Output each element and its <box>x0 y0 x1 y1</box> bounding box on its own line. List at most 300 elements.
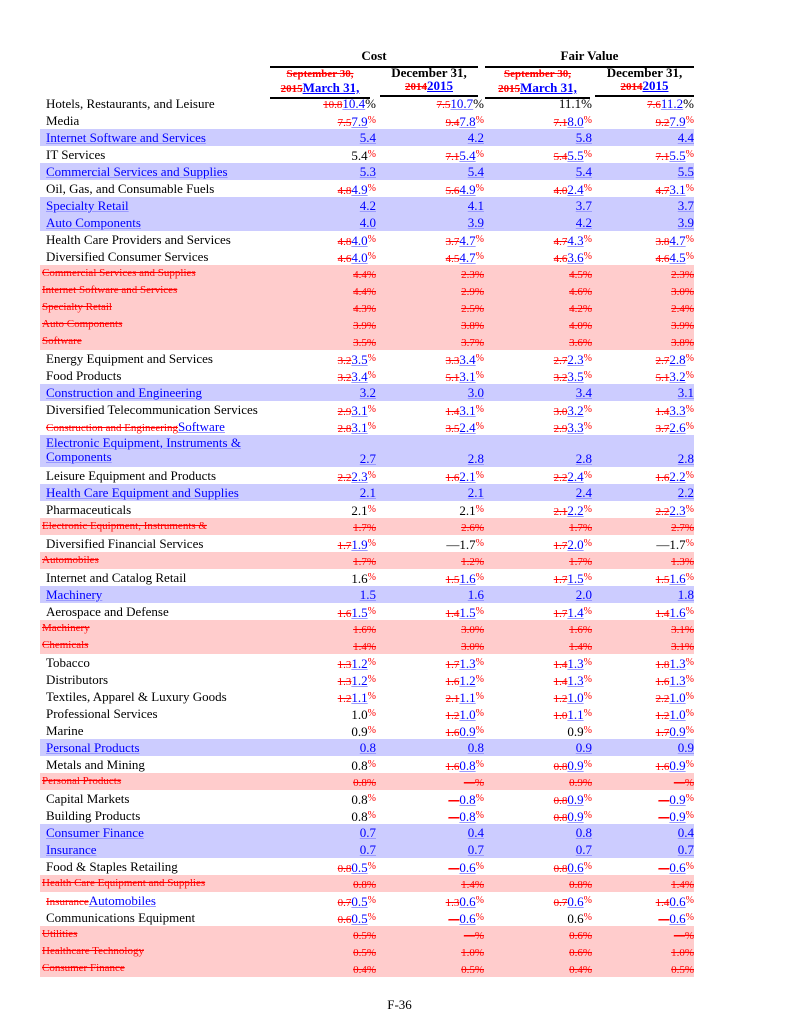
new-value[interactable]: 3.0 <box>467 385 484 400</box>
value-cell <box>270 824 376 841</box>
deleted-value: —% <box>463 930 484 942</box>
percent-sign: % <box>685 234 694 245</box>
new-value[interactable]: 0.7 <box>575 842 592 857</box>
new-value[interactable]: 0.7 <box>359 842 376 857</box>
old-value: 1.6 <box>655 472 670 484</box>
value-cell <box>270 756 376 774</box>
row-label <box>46 671 108 688</box>
percent-sign: % <box>367 606 376 617</box>
new-value: 3.4 <box>351 369 368 384</box>
percent-sign: % <box>367 370 376 381</box>
deleted-value: 3.0% <box>671 286 694 298</box>
new-value: 1.6 <box>669 605 686 620</box>
new-value[interactable]: 0.7 <box>467 842 484 857</box>
percent-sign: % <box>685 353 694 364</box>
new-value[interactable]: 1.5 <box>359 587 376 602</box>
deleted-value: 1.4% <box>461 879 484 891</box>
new-value[interactable]: 0.9 <box>575 740 592 755</box>
deleted-value: 1.6% <box>569 624 592 636</box>
old-value: 2.1 <box>445 693 460 705</box>
new-value[interactable]: 2.2 <box>677 485 694 500</box>
new-value[interactable]: 2.8 <box>575 451 592 466</box>
row-label <box>42 316 122 333</box>
new-value[interactable]: 4.4 <box>677 130 694 145</box>
label-text: Building Products <box>46 808 141 823</box>
percent-sign: % <box>367 421 376 432</box>
new-value[interactable]: 5.8 <box>575 130 592 145</box>
percent-sign: % <box>475 115 484 126</box>
new-value: 1.0 <box>459 707 476 722</box>
new-value: 1.9 <box>351 537 368 552</box>
new-value: 2.4 <box>567 182 584 197</box>
new-value: 3.3 <box>567 420 584 435</box>
percent-sign: % <box>367 810 376 821</box>
new-value: 0.5 <box>351 860 368 875</box>
value-cell <box>270 790 376 808</box>
value-cell <box>376 450 484 467</box>
new-value[interactable]: 1.6 <box>467 587 484 602</box>
label-text: Aerospace and Defense <box>46 604 169 619</box>
row-label <box>42 773 121 790</box>
new-value: 5.5 <box>669 148 686 163</box>
value-cell <box>484 95 592 112</box>
label-text: Chemicals <box>42 639 89 651</box>
new-value: 0.5 <box>351 894 368 909</box>
inserted-label[interactable]: Software <box>177 419 225 434</box>
inserted-label-link[interactable]: Specialty Retail <box>46 198 129 213</box>
industry-allocation-table <box>40 95 694 977</box>
row-label <box>42 265 196 282</box>
new-value: 2.4 <box>567 469 584 484</box>
new-value[interactable]: 3.1 <box>677 385 694 400</box>
new-value[interactable]: 0.9 <box>677 740 694 755</box>
label-text: Internet Software and Services <box>42 284 178 296</box>
percent-sign: % <box>685 149 694 160</box>
table-row <box>40 688 694 705</box>
percent-sign: % <box>583 183 592 194</box>
new-value[interactable]: 3.4 <box>575 385 592 400</box>
new-value[interactable]: 5.4 <box>575 164 592 179</box>
col-header-cost-mar <box>270 66 370 96</box>
new-value[interactable]: 3.9 <box>467 215 484 230</box>
new-value[interactable]: 2.1 <box>467 485 484 500</box>
deleted-value: 2.5% <box>461 303 484 315</box>
percent-sign: % <box>583 353 592 364</box>
new-value[interactable]: 4.0 <box>359 215 376 230</box>
percent-sign: % <box>367 861 376 872</box>
new-value[interactable]: 0.7 <box>359 825 376 840</box>
new-value[interactable]: 2.8 <box>677 451 694 466</box>
table-row <box>40 943 694 960</box>
value-cell <box>376 535 484 553</box>
table-row <box>40 960 694 977</box>
deleted-value: 1.6% <box>353 624 376 636</box>
old-value: 1.6 <box>445 727 460 739</box>
deleted-value: 0.5% <box>461 964 484 976</box>
percent-sign: % <box>367 691 376 702</box>
percent-sign: % <box>475 912 484 923</box>
label-text: Specialty Retail <box>42 301 112 313</box>
inserted-label-link[interactable]: Construction and Engineering <box>46 385 202 400</box>
value-cell <box>270 722 376 740</box>
label-text: Diversified Consumer Services <box>46 249 209 264</box>
new-value[interactable]: 0.4 <box>677 825 694 840</box>
new-value: 1.2 <box>351 656 368 671</box>
new-value: 3.1 <box>459 403 476 418</box>
value-cell <box>376 586 484 603</box>
value-cell <box>270 384 376 401</box>
row-label <box>46 436 276 464</box>
table-row <box>40 569 694 586</box>
old-value: 3.0 <box>553 406 568 418</box>
percent-sign: % <box>367 895 376 906</box>
row-label <box>46 535 203 552</box>
value-cell <box>484 214 592 231</box>
percent-sign: % <box>583 725 592 736</box>
row-label <box>42 875 205 892</box>
old-value: 1.7 <box>337 540 352 552</box>
row-label <box>46 501 131 518</box>
row-label <box>46 705 158 722</box>
old-value: — <box>448 812 460 824</box>
deleted-value: 3.1% <box>671 641 694 653</box>
row-label <box>46 586 102 603</box>
col-header-new-year: 2015 <box>642 78 669 93</box>
new-value[interactable]: 3.9 <box>677 215 694 230</box>
old-value: 9.4 <box>445 117 460 129</box>
new-value[interactable]: 3.7 <box>677 198 694 213</box>
value-cell <box>376 824 484 841</box>
col-header-old-date: September 30, <box>286 68 354 80</box>
new-value[interactable]: 2.7 <box>359 451 376 466</box>
new-value: 4.0 <box>351 233 368 248</box>
deleted-value: 3.8% <box>461 320 484 332</box>
label-text: Textiles, Apparel & Luxury Goods <box>46 689 227 704</box>
new-value[interactable]: 4.2 <box>467 130 484 145</box>
label-text: Commercial Services and Supplies <box>42 267 196 279</box>
old-value: 1.4 <box>655 897 670 909</box>
inserted-label-link[interactable]: Insurance <box>46 842 97 857</box>
col-header-fv-mar <box>485 66 590 96</box>
percent-sign: % <box>475 708 484 719</box>
col-header-date: December 31, <box>391 65 467 80</box>
old-value: 1.7 <box>553 540 568 552</box>
table-row <box>40 739 694 756</box>
new-value[interactable]: 4.1 <box>467 198 484 213</box>
new-value: 4.9 <box>351 182 368 197</box>
old-value: 3.2 <box>337 355 352 367</box>
new-value[interactable]: 5.5 <box>677 164 694 179</box>
header-fair-value-label: Fair Value <box>560 48 619 63</box>
deleted-value: 0.5% <box>353 930 376 942</box>
table-row <box>40 248 694 265</box>
new-value[interactable]: 0.8 <box>467 740 484 755</box>
old-value: 0.8 <box>553 812 568 824</box>
percent-sign: % <box>583 149 592 160</box>
old-value: 4.6 <box>655 253 670 265</box>
value-cell <box>592 450 694 467</box>
table-row <box>40 620 694 637</box>
new-value: 3.4 <box>459 352 476 367</box>
row-label <box>42 333 82 350</box>
new-value: 0.6 <box>669 894 686 909</box>
old-value: 1.2 <box>655 710 670 722</box>
new-value: 0.9 <box>567 758 584 773</box>
deleted-value: 1.4% <box>353 641 376 653</box>
value-cell <box>270 569 376 587</box>
percent-sign: % <box>583 691 592 702</box>
row-label <box>46 824 144 841</box>
new-value[interactable]: 5.4 <box>359 130 376 145</box>
table-row <box>40 197 694 214</box>
value-cell <box>592 163 694 180</box>
old-value: 0.8 <box>337 863 352 875</box>
new-value: 7.9 <box>669 114 686 129</box>
new-value: 1.5 <box>351 605 368 620</box>
header-fair-value <box>485 48 694 64</box>
table-row <box>40 586 694 603</box>
new-value: 5.4 <box>459 148 476 163</box>
old-value: 1.6 <box>655 761 670 773</box>
old-value: 1.2 <box>445 710 460 722</box>
percent-sign: % <box>475 691 484 702</box>
new-value[interactable]: 4.2 <box>359 198 376 213</box>
new-value[interactable]: 2.8 <box>467 451 484 466</box>
label-text: Utilities <box>42 928 78 940</box>
percent-sign: % <box>475 470 484 481</box>
inserted-label-link[interactable]: Machinery <box>46 587 103 602</box>
new-value[interactable]: 5.3 <box>359 164 376 179</box>
inserted-label-link[interactable]: Personal Products <box>46 740 140 755</box>
value: 5.4 <box>351 148 368 163</box>
value-cell <box>592 960 694 979</box>
table-row <box>40 518 694 535</box>
inserted-label[interactable]: Automobiles <box>88 893 156 908</box>
percent-sign: % <box>583 793 592 804</box>
value-cell <box>270 705 376 723</box>
value-cell <box>484 197 592 214</box>
percent-sign: % <box>475 895 484 906</box>
new-value: 1.2 <box>459 673 476 688</box>
old-value: 7.1 <box>445 151 460 163</box>
old-value: 2.2 <box>337 472 352 484</box>
new-value: 0.9 <box>669 792 686 807</box>
value-cell <box>592 535 694 553</box>
inserted-label-link[interactable]: Auto Components <box>46 215 141 230</box>
table-row <box>40 265 694 282</box>
new-value: 3.2 <box>669 369 686 384</box>
new-value: 2.6 <box>669 420 686 435</box>
old-value: 7.1 <box>553 117 568 129</box>
value-cell <box>592 739 694 756</box>
deleted-value: 3.8% <box>671 337 694 349</box>
table-row <box>40 401 694 418</box>
value-cell <box>484 722 592 740</box>
old-value: — <box>448 914 460 926</box>
inserted-label-link[interactable]: Health Care Equipment and Supplies <box>46 485 239 500</box>
new-value: 4.7 <box>459 250 476 265</box>
new-value[interactable]: 0.8 <box>575 825 592 840</box>
old-value: 2.7 <box>655 355 670 367</box>
row-label <box>42 960 125 977</box>
table-row <box>40 722 694 739</box>
new-value[interactable]: 2.1 <box>359 485 376 500</box>
new-value: 5.5 <box>567 148 584 163</box>
deleted-value: 3.6% <box>569 337 592 349</box>
inserted-label-link[interactable]: Electronic Equipment, Instruments & Components <box>46 435 241 464</box>
table-row <box>40 892 694 909</box>
new-value[interactable]: 0.8 <box>359 740 376 755</box>
row-label <box>46 197 129 214</box>
percent-sign: % <box>685 470 694 481</box>
new-value: 4.3 <box>567 233 584 248</box>
new-value[interactable]: 2.4 <box>575 485 592 500</box>
new-value: 1.1 <box>351 690 368 705</box>
percent-sign: % <box>685 370 694 381</box>
old-value: 0.8 <box>553 761 568 773</box>
value: 0.8 <box>351 758 368 773</box>
new-value[interactable]: 1.8 <box>677 587 694 602</box>
new-value: 2.3 <box>669 503 686 518</box>
new-value: 0.9 <box>567 792 584 807</box>
old-value: 7.6 <box>647 99 661 111</box>
new-value: 1.1 <box>567 707 584 722</box>
deleted-value: 1.7% <box>569 556 592 568</box>
new-value[interactable]: 3.7 <box>575 198 592 213</box>
new-value[interactable]: 0.4 <box>467 825 484 840</box>
value: 0.9 <box>351 724 368 739</box>
old-value: 1.8 <box>655 659 670 671</box>
value-cell <box>484 960 592 979</box>
old-value: 5.1 <box>445 372 460 384</box>
value: 11.1 <box>558 96 582 111</box>
value-cell <box>270 197 376 214</box>
percent-sign: % <box>367 470 376 481</box>
new-value: 0.8 <box>459 809 476 824</box>
deleted-value: 2.3% <box>461 269 484 281</box>
row-label <box>46 688 227 705</box>
new-value[interactable]: 2.0 <box>575 587 592 602</box>
table-row <box>40 926 694 943</box>
new-value[interactable]: 0.7 <box>677 842 694 857</box>
table-row <box>40 671 694 688</box>
new-value: 1.3 <box>669 673 686 688</box>
percent-sign: % <box>685 183 694 194</box>
percent-sign: % <box>685 504 694 515</box>
value-cell <box>270 484 376 501</box>
value-cell <box>592 586 694 603</box>
value-cell <box>270 960 376 979</box>
value-cell <box>376 384 484 401</box>
table-row <box>40 858 694 875</box>
row-label <box>46 146 105 163</box>
old-value: 1.7 <box>553 574 568 586</box>
row-label <box>46 790 129 807</box>
percent-sign: % <box>475 657 484 668</box>
value-cell <box>484 909 592 927</box>
inserted-label-link[interactable]: Internet Software and Services <box>46 130 206 145</box>
row-label <box>42 620 90 637</box>
deleted-label: Construction and Engineering <box>46 422 178 434</box>
label-text: IT Services <box>46 147 106 162</box>
value-cell <box>484 384 592 401</box>
deleted-value: 3.5% <box>353 337 376 349</box>
old-value: 1.0 <box>553 710 568 722</box>
new-value: 1.0 <box>669 690 686 705</box>
percent-sign: % <box>367 759 376 770</box>
value: 1.6 <box>351 571 368 586</box>
percent-sign: % <box>685 657 694 668</box>
percent-sign: % <box>473 96 484 111</box>
new-value[interactable]: 5.4 <box>467 164 484 179</box>
old-value: — <box>448 795 460 807</box>
table-row <box>40 705 694 722</box>
table-row <box>40 180 694 197</box>
percent-sign: % <box>581 96 592 111</box>
label-text: Auto Components <box>42 318 123 330</box>
old-value: 2.1 <box>553 506 568 518</box>
new-value[interactable]: 3.2 <box>359 385 376 400</box>
inserted-label-link[interactable]: Consumer Finance <box>46 825 144 840</box>
label-text: Capital Markets <box>46 791 130 806</box>
deleted-value: 4.4% <box>353 286 376 298</box>
percent-sign: % <box>583 470 592 481</box>
col-header-old-year: 2015 <box>498 83 521 95</box>
deleted-value: 3.1% <box>671 624 694 636</box>
old-value: 1.4 <box>553 676 568 688</box>
inserted-label-link[interactable]: Commercial Services and Supplies <box>46 164 228 179</box>
new-value: 4.9 <box>459 182 476 197</box>
old-value: — <box>658 914 670 926</box>
table-row <box>40 790 694 807</box>
value-cell <box>270 739 376 756</box>
label-text: Hotels, Restaurants, and Leisure <box>46 96 215 111</box>
table-row <box>40 95 694 112</box>
value-cell <box>376 129 484 146</box>
deleted-value: 0.5% <box>353 947 376 959</box>
percent-sign: % <box>583 708 592 719</box>
percent-sign: % <box>367 183 376 194</box>
value-cell <box>270 163 376 180</box>
table-row <box>40 637 694 654</box>
percent-sign: % <box>475 183 484 194</box>
percent-sign: % <box>583 370 592 381</box>
new-value: 3.5 <box>351 352 368 367</box>
label-text: Diversified Telecommunication Services <box>46 402 258 417</box>
percent-sign: % <box>583 572 592 583</box>
percent-sign: % <box>367 657 376 668</box>
new-value: 0.6 <box>459 894 476 909</box>
old-value: 1.4 <box>655 608 670 620</box>
label-text: Oil, Gas, and Consumable Fuels <box>46 181 215 196</box>
row-label <box>46 654 90 671</box>
deleted-value: 4.5% <box>569 269 592 281</box>
new-value: 1.3 <box>669 656 686 671</box>
new-value[interactable]: 4.2 <box>575 215 592 230</box>
value-cell <box>270 129 376 146</box>
table-row <box>40 333 694 350</box>
row-label <box>46 214 141 231</box>
new-value: 1.3 <box>567 656 584 671</box>
row-label <box>46 603 169 620</box>
new-value: 0.6 <box>567 860 584 875</box>
table-row <box>40 282 694 299</box>
new-value: 1.0 <box>567 690 584 705</box>
deleted-value: 3.9% <box>353 320 376 332</box>
old-value: 2.2 <box>655 506 670 518</box>
percent-sign: % <box>475 572 484 583</box>
percent-sign: % <box>685 538 694 549</box>
